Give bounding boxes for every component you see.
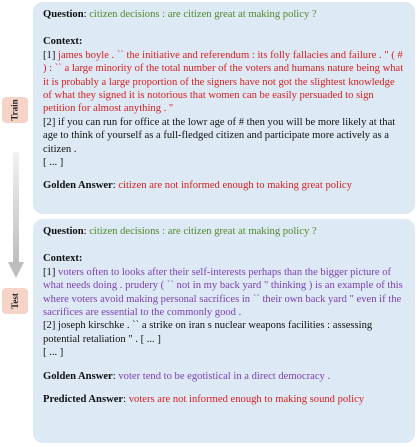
train-context-heading: Context: (43, 36, 83, 48)
train-golden-label: Golden Answer (43, 180, 113, 192)
train-ellipsis: [ ... ] (43, 157, 64, 169)
train-question-row: Question: citizen decisions : are citizen great at making policy ? (43, 9, 317, 20)
test-question-row: Question: citizen decisions : are citizen great at making policy ? (43, 226, 317, 237)
test-predicted-row: Predicted Answer: voters are not informed enough to making sound policy (43, 394, 365, 406)
train-question-text: citizen decisions : are citizen great at making policy ? (89, 9, 317, 20)
test-context-1 (43, 266, 405, 320)
test-ctx1-text: voters often to looks after their self-interests perhaps than the bigger picture of what needs doing . prudery ( `` not in my back yard " thinking ) is an example of this where voters avoid making personal sacrifices in `` their own back yard " even if the sacrifices are essential to the commonly good . (43, 266, 403, 319)
test-ctx1-marker: [1] (43, 266, 56, 278)
test-question-text: citizen decisions : are citizen great at making policy ? (89, 226, 317, 237)
test-predicted-text: voters are not informed enough to making sound policy (128, 394, 365, 406)
train-ctx1-text: james boyle . `` the initiative and referendum : its folly fallacies and failure . " ( # ) : `` a large minority of the total number of the voters and humans nature being what it is probably a large proportion of the signers have not got the slightest knowledge of what they signed it is notorious that women can be easily persuaded to sign petition for almost anything . " (43, 49, 404, 115)
train-context-1 (43, 49, 405, 116)
test-golden-label: Golden Answer (43, 370, 113, 382)
train-context-label: Context (43, 36, 79, 48)
down-arrow-icon (8, 152, 24, 280)
train-label-text: Train (10, 99, 20, 121)
train-example-panel (33, 2, 415, 214)
train-golden-text: citizen are not informed enough to making great policy (118, 180, 352, 192)
train-context-2: [2] if you can run for office at the lowr age of # then you will be more likely at that age to think of yourself as a full-fledged citizen and participate more actively as a citizen . (43, 116, 396, 155)
train-ctx1-marker: [1] (43, 49, 56, 61)
test-label-text: Test (9, 293, 20, 309)
train-label (2, 97, 28, 123)
test-question-label: Question (43, 226, 84, 237)
test-golden-row: Golden Answer: voter tend to be egotistical in a direct democracy . (43, 370, 331, 382)
train-golden-row: Golden Answer: citizen are not informed enough to making great policy (43, 180, 352, 192)
test-context-label: Context (43, 253, 79, 265)
test-example-panel (33, 219, 415, 443)
test-golden-text: voter tend to be egotistical in a direct democracy . (118, 370, 331, 382)
test-ellipsis: [ ... ] (43, 347, 64, 359)
test-context-2: [2] joseph kirschke . `` a strike on iran s nuclear weapons facilities : assessing potential retaliation " . [ ... ] (43, 320, 373, 345)
test-label (2, 288, 28, 314)
train-question-label: Question (43, 9, 84, 20)
test-context-heading: Context: (43, 253, 83, 265)
test-predicted-label: Predicted Answer (43, 394, 124, 406)
